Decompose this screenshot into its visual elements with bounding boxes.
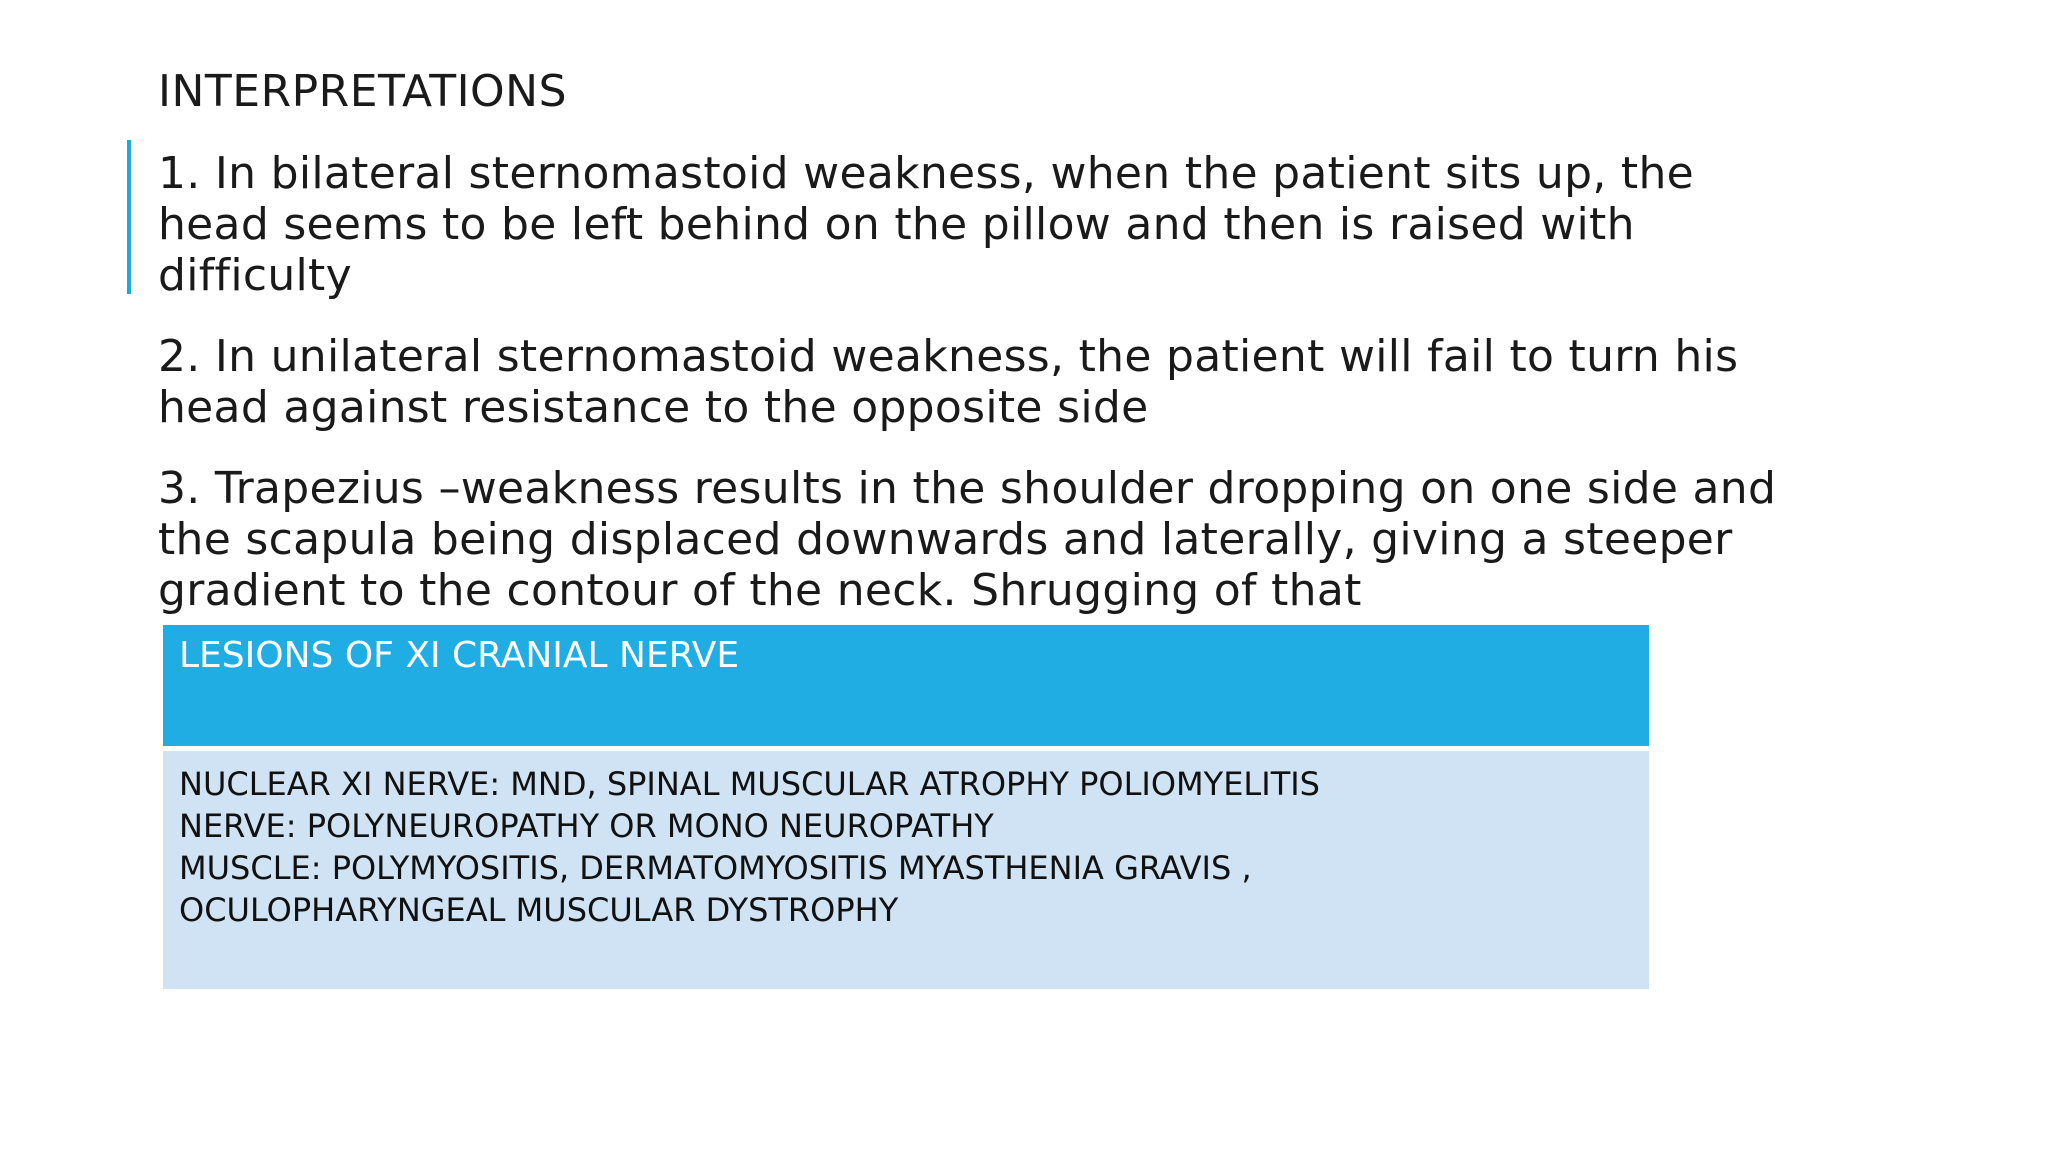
accent-bar: [127, 140, 131, 294]
table-body: [163, 751, 1649, 989]
table-line-muscle: MUSCLE: POLYMYOSITIS, DERMATOMYOSITIS MYASTHENIA GRAVIS ,: [179, 849, 1252, 887]
table-line-nuclear: NUCLEAR XI NERVE: MND, SPINAL MUSCULAR ATROPHY POLIOMYELITIS: [179, 765, 1320, 803]
table-line-nerve: NERVE: POLYNEUROPATHY OR MONO NEUROPATHY: [179, 807, 994, 845]
table-line-oculopharyngeal: OCULOPHARYNGEAL MUSCULAR DYSTROPHY: [179, 891, 899, 929]
point-3: 3. Trapezius –weakness results in the shoulder dropping on one side and the scapula being displaced downwards and laterally, giving a steeper gradient to the contour of the neck. Shrugging of that: [158, 463, 1777, 616]
table-header-text: LESIONS OF XI CRANIAL NERVE: [179, 635, 740, 676]
lesions-table: [163, 625, 1649, 989]
table-body-lines: [179, 763, 1320, 931]
slide-body: [158, 148, 1798, 646]
point-1: 1. In bilateral sternomastoid weakness, when the patient sits up, the head seems to be left behind on the pillow and then is raised with difficulty: [158, 148, 1695, 301]
table-header: [163, 625, 1649, 746]
slide-title: INTERPRETATIONS: [158, 66, 568, 117]
point-2: 2. In unilateral sternomastoid weakness, the patient will fail to turn his head against resistance to the opposite side: [158, 331, 1739, 433]
